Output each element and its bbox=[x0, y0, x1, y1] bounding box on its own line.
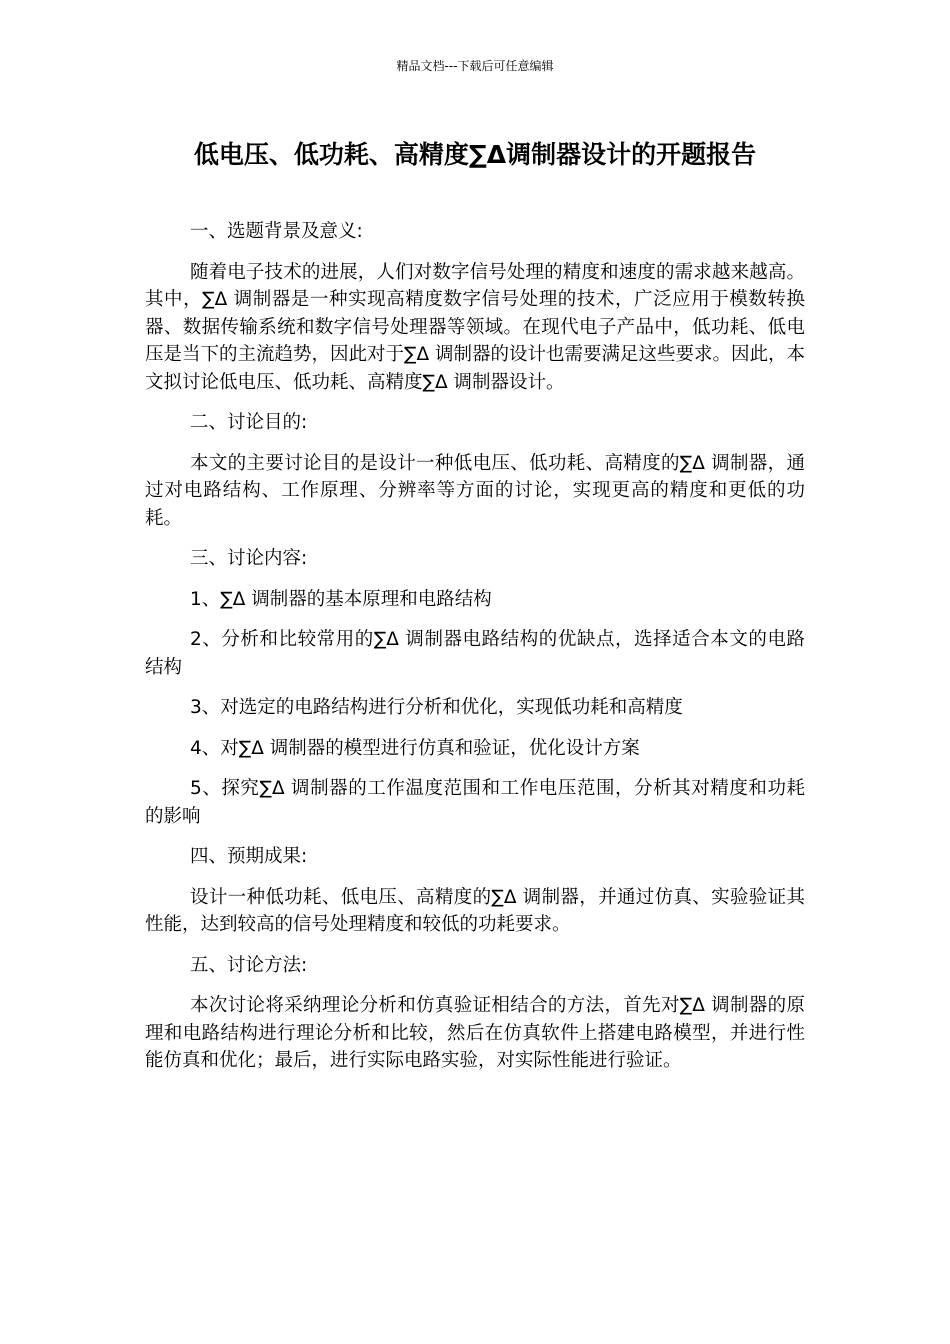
header-note: 精品文档---下载后可任意编辑 bbox=[396, 59, 554, 73]
section-heading-goal: 二、讨论目的: bbox=[190, 412, 308, 433]
content-item-3: 3、对选定的电路结构进行分析和优化，实现低功耗和高精度 bbox=[190, 697, 683, 718]
content-item-1: 1、∑Δ 调制器的基本原理和电路结构 bbox=[190, 588, 492, 610]
document-title: 低电压、低功耗、高精度∑Δ调制器设计的开题报告 bbox=[193, 140, 757, 169]
content-item-5: 5、探究∑Δ 调制器的工作温度范围和工作电压范围，分析其对精度和功耗的影响 bbox=[145, 778, 805, 827]
content-item-2: 2、分析和比较常用的∑Δ 调制器电路结构的优缺点，选择适合本文的电路结构 bbox=[145, 629, 805, 678]
content-item-4: 4、对∑Δ 调制器的模型进行仿真和验证，优化设计方案 bbox=[190, 737, 640, 759]
section-heading-content: 三、讨论内容: bbox=[190, 548, 308, 569]
document-body bbox=[145, 218, 805, 1088]
section-heading-results: 四、预期成果: bbox=[190, 846, 308, 867]
section-heading-method: 五、讨论方法: bbox=[190, 954, 308, 976]
paragraph-background: 随着电子技术的进展，人们对数字信号处理的精度和速度的需求越来越高。其中，∑Δ 调制器是一种实现高精度数字信号处理的技术，广泛应用于模数转换器、数据传输系统和数字信号处理器等领域。在现代电子产品中，低功耗、低电压是当下的主流趋势，因此对于∑Δ 调制器的设计也需要满足这些要求。因此，本文拟讨论低电压、低功耗、高精度∑Δ 调制器设计。 bbox=[145, 261, 806, 393]
paragraph-method: 本次讨论将采纳理论分析和仿真验证相结合的方法，首先对∑Δ 调制器的原理和电路结构进行理论分析和比较，然后在仿真软件上搭建电路模型，并进行性能仿真和优化；最后，进行实际电路实验，对实际性能进行验证。 bbox=[145, 995, 805, 1071]
section-heading-background: 一、选题背景及意义: bbox=[190, 221, 363, 242]
paragraph-goal: 本文的主要讨论目的是设计一种低电压、低功耗、高精度的∑Δ 调制器，通过对电路结构、工作原理、分辨率等方面的讨论，实现更高的精度和更低的功耗。 bbox=[145, 452, 805, 529]
paragraph-results: 设计一种低功耗、低电压、高精度的∑Δ 调制器，并通过仿真、实验验证其性能，达到较高的信号处理精度和较低的功耗要求。 bbox=[145, 886, 805, 935]
